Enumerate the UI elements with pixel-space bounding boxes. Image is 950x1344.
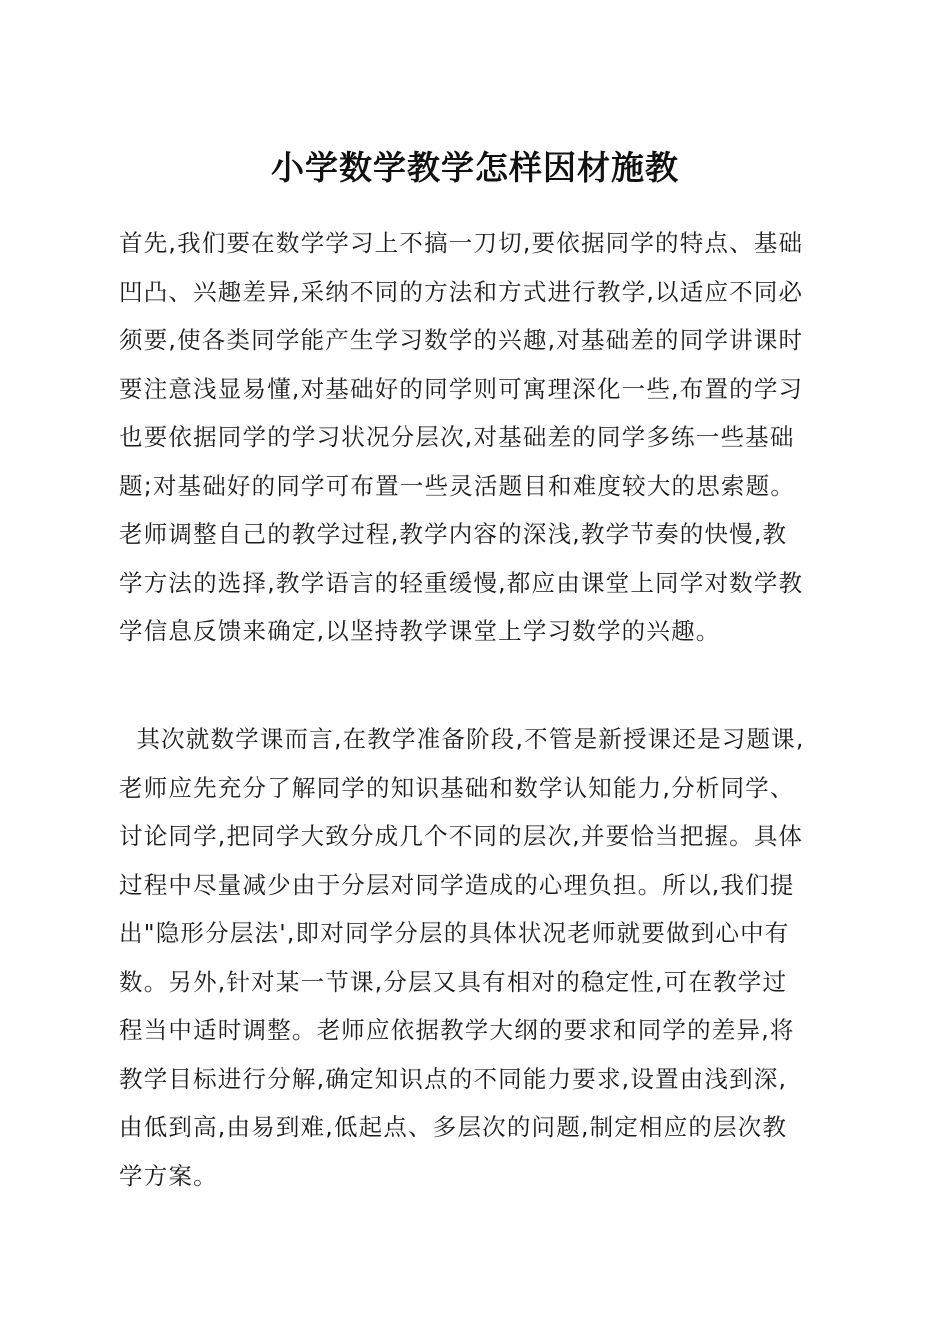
paragraph-line: 学方案。 — [119, 1161, 218, 1190]
paragraph-line: 老师应先充分了解同学的知识基础和数学认知能力,分析同学、 — [119, 773, 795, 802]
paragraph-line: 老师调整自己的教学过程,教学内容的深浅,教学节奏的快慢,教 — [119, 520, 788, 548]
paragraph-line: 学方法的选择,教学语言的轻重缓慢,都应由课堂上同学对数学教 — [119, 568, 804, 597]
paragraph-line: 其次就数学课而言,在教学准备阶段,不管是新授课还是习题课, — [119, 725, 805, 753]
paragraph-line: 凹凸、兴趣差异,采纳不同的方法和方式进行教学,以适应不同必 — [119, 277, 804, 306]
paragraph-line: 教学目标进行分解,确定知识点的不同能力要求,设置由浅到深, — [119, 1064, 788, 1093]
paragraph-line: 学信息反馈来确定,以坚持教学课堂上学习数学的兴趣。 — [119, 617, 721, 645]
paragraph-line: 题;对基础好的同学可布置一些灵活题目和难度较大的思索题。 — [119, 471, 796, 500]
paragraph-line: 要注意浅显易懂,对基础好的同学则可寓理深化一些,布置的学习 — [119, 374, 804, 403]
paragraph-1 — [119, 219, 839, 656]
paragraph-2 — [119, 715, 839, 1200]
paragraph-line: 由低到高,由易到难,低起点、多层次的问题,制定相应的层次教 — [119, 1113, 788, 1141]
paragraph-line: 程当中适时调整。老师应依据教学大纲的要求和同学的差异,将 — [119, 1016, 795, 1044]
document-title: 小学数学教学怎样因材施教 — [271, 148, 679, 187]
paragraph-line: 讨论同学,把同学大致分成几个不同的层次,并要恰当把握。具体 — [119, 822, 804, 850]
paragraph-line: 出"隐形分层法',即对同学分层的具体状况老师就要做到心中有 — [119, 919, 790, 947]
paragraph-line: 首先,我们要在数学学习上不搞一刀切,要依据同学的特点、基础 — [119, 229, 804, 257]
paragraph-line: 须要,使各类同学能产生学习数学的兴趣,对基础差的同学讲课时 — [119, 326, 804, 354]
paragraph-line: 过程中尽量减少由于分层对同学造成的心理负担。所以,我们提 — [119, 870, 795, 899]
paragraph-line: 数。另外,针对某一节课,分层又具有相对的稳定性,可在教学过 — [119, 967, 788, 996]
paragraph-line: 也要依据同学的学习状况分层次,对基础差的同学多练一些基础 — [119, 423, 795, 451]
